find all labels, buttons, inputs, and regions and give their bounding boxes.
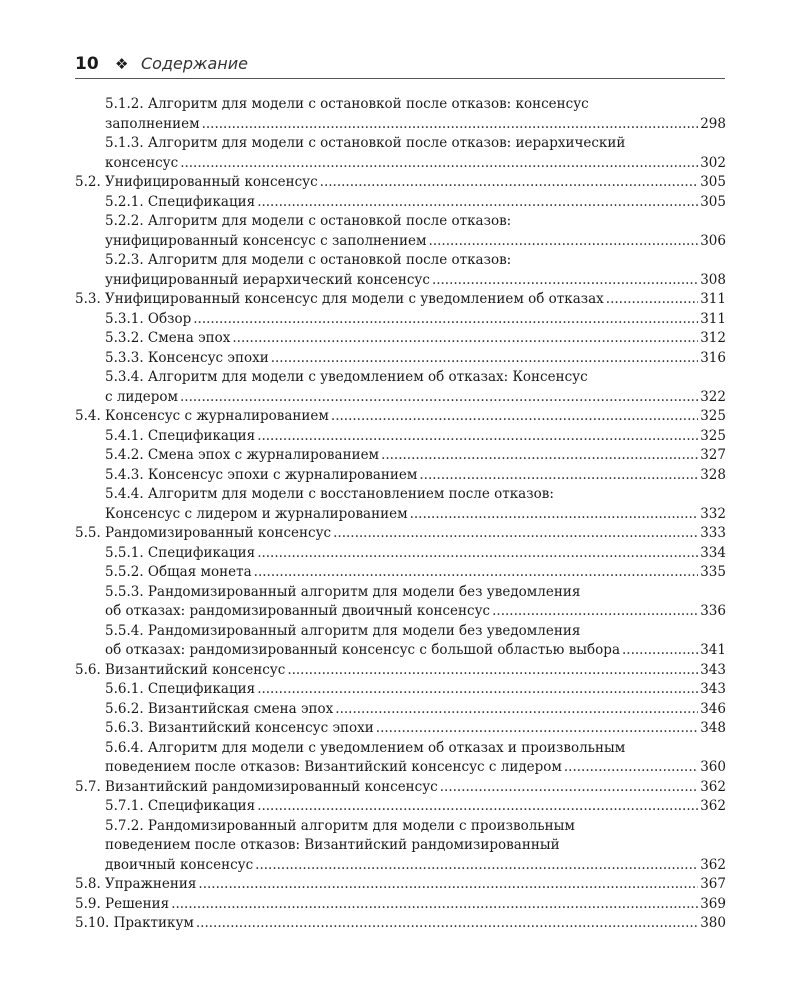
dot-leader [419,466,698,486]
toc-page-number: 341 [700,642,726,658]
toc-page-number: 333 [700,525,726,541]
toc-entry [75,407,726,427]
toc-entry-title: 5.7.1. Спецификация [105,798,256,814]
toc-page-number: 322 [700,388,726,405]
toc-entry [75,466,726,486]
toc-entry [75,290,726,310]
toc-entry-text-line: поведением после отказов: Византийский рандомизированный [105,837,560,853]
toc-entry [75,680,726,700]
toc-entry [75,758,726,778]
toc-entry-text-line: 5.1.3. Алгоритм для модели с остановкой после отказов: иерархический [105,135,626,151]
dot-leader [180,154,698,174]
toc-page-number: 298 [700,115,726,132]
dot-leader [410,505,699,525]
dot-leader [196,914,698,934]
page-number: 10 [75,54,99,74]
toc-entry-title: 5.6.2. Византийская смена эпох [105,700,334,717]
dot-leader [198,875,698,895]
toc-entry-title: 5.6. Византийский консенсус [75,661,286,678]
toc-page-number: 328 [700,466,726,483]
dot-leader [440,778,698,798]
toc-entry-title: унифицированный иерархический консенсус [105,271,430,288]
toc-page-number: 312 [700,330,726,346]
toc-page-number: 343 [700,661,726,678]
toc-entry-title: заполнением [105,115,200,132]
toc-entry [75,719,726,739]
toc-entry-title: Консенсус с лидером и журналированием [105,505,408,522]
toc-page-number: 334 [700,544,726,561]
toc-entry [75,232,726,252]
toc-page-number: 325 [700,408,726,424]
dot-leader [287,661,698,681]
toc-page-number: 362 [700,798,726,814]
dot-leader [257,680,698,700]
toc-entry-title: двоичный консенсус [105,856,254,873]
toc-entry-text-line: 5.1.2. Алгоритм для модели с остановкой после отказов: консенсус [105,96,589,112]
toc-entry [75,641,726,661]
dot-leader [564,758,698,778]
toc-entry [75,856,726,876]
toc-entry [75,271,726,291]
dot-leader [335,700,698,720]
toc-entry-text-line: 5.7.2. Рандомизированный алгоритм для модели с произвольным [105,817,575,834]
toc-page-number: 369 [700,895,726,912]
toc-entry [75,446,726,466]
toc-page-number: 348 [700,720,726,736]
dot-leader [606,290,698,310]
toc-page-number: 305 [700,174,726,190]
toc-entry-text-line: 5.6.4. Алгоритм для модели с уведомлением об отказах и произвольным [105,739,626,756]
toc-entry-title: 5.4. Консенсус с журналированием [75,408,329,424]
toc-entry [75,388,726,408]
toc-page-number: 343 [700,681,726,697]
dot-leader [257,544,698,564]
toc-entry-title: 5.6.1. Спецификация [105,681,256,697]
toc-entry-title: унифицированный консенсус с заполнением [105,232,427,249]
toc-entry-text-line: 5.2.3. Алгоритм для модели с остановкой после отказов: [105,252,512,268]
toc-entry-title: 5.5.1. Спецификация [105,544,256,561]
dot-leader [432,271,698,291]
toc-entry-title: 5.3.3. Консенсус эпохи [105,349,269,366]
toc-page-number: 367 [700,876,726,892]
dot-leader [202,115,699,135]
toc-entry [75,173,726,193]
toc-entry-text-line: 5.5.4. Рандомизированный алгоритм для модели без уведомления [105,622,581,639]
toc-page-number: 311 [700,291,726,307]
dot-leader [429,232,699,252]
dot-leader [333,524,698,544]
toc-entry-text-line: 5.3.4. Алгоритм для модели с уведомлением об отказах: Консенсус [105,369,588,385]
toc-entry-title: 5.4.2. Смена эпох с журналированием [105,447,380,463]
dot-leader [171,895,698,915]
page-header [75,52,725,79]
toc-entry [75,115,726,135]
toc-page-number: 308 [700,271,726,288]
dot-leader [381,446,698,466]
toc-entry-title: 5.3.1. Обзор [105,310,192,327]
toc-page-number: 325 [700,427,726,444]
toc-entry [75,505,726,525]
toc-entry-title: об отказах: рандомизированный консенсус с большой областью выбора [105,642,620,658]
table-of-contents [75,95,726,934]
toc-entry-title: 5.5. Рандомизированный консенсус [75,525,332,541]
toc-page-number: 380 [700,915,726,931]
dot-leader [180,388,698,408]
toc-entry [75,427,726,447]
dot-leader [257,797,698,817]
toc-entry [75,797,726,817]
toc-entry [75,661,726,681]
toc-entry [75,329,726,349]
toc-entry-text-line: 5.2.2. Алгоритм для модели с остановкой после отказов: [105,213,512,229]
toc-entry-title: 5.7. Византийский рандомизированный консенсус [75,778,438,795]
toc-entry-title: 5.3. Унифицированный консенсус для модели с уведомлением об отказах [75,291,604,307]
toc-entry-text-line: 5.4.4. Алгоритм для модели с восстановлением после отказов: [105,486,554,502]
toc-entry-title: 5.10. Практикум [75,915,194,931]
toc-page-number: 306 [700,232,726,249]
toc-entry [75,544,726,564]
dot-leader [255,856,698,876]
toc-entry [75,193,726,213]
toc-entry-title: 5.4.1. Спецификация [105,427,256,444]
dot-leader [232,329,698,349]
toc-page-number: 316 [700,349,726,366]
toc-entry [75,914,726,934]
running-title: Содержание [141,54,248,73]
toc-page-number: 305 [700,193,726,210]
dot-leader [331,407,698,427]
toc-page-number: 311 [700,310,726,327]
toc-entry-title: консенсус [105,154,179,171]
toc-entry [75,310,726,330]
toc-entry-title: 5.6.3. Византийский консенсус эпохи [105,720,374,736]
toc-page-number: 332 [700,505,726,522]
toc-entry-title: поведением после отказов: Византийский консенсус с лидером [105,759,562,775]
toc-entry [75,895,726,915]
dot-leader [376,719,698,739]
toc-entry [75,602,726,622]
toc-entry-title: 5.4.3. Консенсус эпохи с журналированием [105,466,418,483]
dot-leader [257,427,698,447]
toc-page-number: 336 [700,603,726,619]
toc-entry-title: 5.5.2. Общая монета [105,564,252,580]
toc-entry [75,700,726,720]
toc-entry [75,875,726,895]
toc-entry-title: с лидером [105,388,178,405]
toc-entry-title: 5.2.1. Спецификация [105,193,256,210]
toc-entry-title: 5.8. Упражнения [75,876,197,892]
dot-leader [492,602,698,622]
toc-page-number: 360 [700,759,726,775]
dot-leader [193,310,698,330]
toc-entry-title: об отказах: рандомизированный двоичный консенсус [105,603,491,619]
toc-entry-title: 5.3.2. Смена эпох [105,330,231,346]
dot-leader [622,641,698,661]
toc-page-number: 362 [700,856,726,873]
toc-entry [75,563,726,583]
toc-page-number: 335 [700,564,726,580]
toc-entry-title: 5.9. Решения [75,895,170,912]
toc-entry [75,778,726,798]
toc-entry-title: 5.2. Унифицированный консенсус [75,174,318,190]
dot-leader [271,349,699,369]
toc-page-number: 346 [700,700,726,717]
diamond-ornament-icon: ❖ [115,55,129,73]
toc-entry [75,349,726,369]
toc-entry [75,524,726,544]
toc-entry-text-line: 5.5.3. Рандомизированный алгоритм для модели без уведомления [105,583,581,600]
toc-entry [75,154,726,174]
toc-page-number: 362 [700,778,726,795]
dot-leader [254,563,699,583]
dot-leader [257,193,698,213]
dot-leader [320,173,699,193]
toc-page-number: 302 [700,154,726,171]
toc-page-number: 327 [700,447,726,463]
